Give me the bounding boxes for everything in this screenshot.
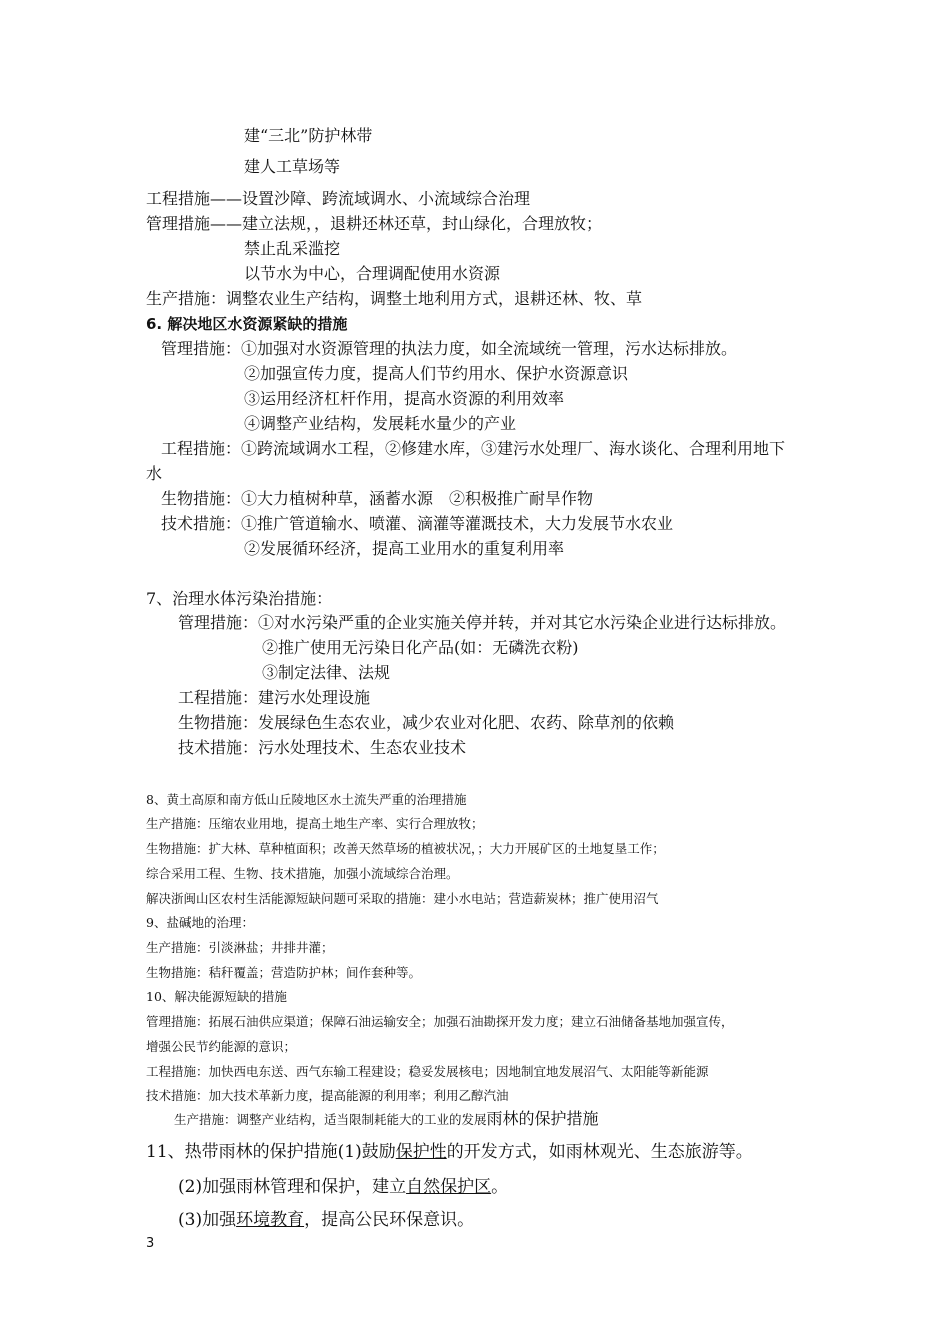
- s6-management-4: ④调整产业结构，发展耗水量少的产业: [244, 414, 517, 433]
- intro-line-5: 禁止乱采滥挖: [244, 239, 341, 258]
- page-number: 3: [146, 1236, 155, 1251]
- s6-biological-1: 生物措施：①大力植树种草，涵蓄水源 ②积极推广耐旱作物: [161, 489, 594, 508]
- s11-underline-reserve: 自然保护区: [406, 1177, 492, 1197]
- s8-line-4: 解决浙闽山区农村生活能源短缺问题可采取的措施：建小水电站；营造薪炭林；推广使用沼气: [146, 891, 659, 906]
- s10-production-text: 生产措施：调整产业结构，适当限制耗能大的工业的发展: [174, 1112, 487, 1127]
- s6-management-3: ③运用经济杠杆作用，提高水资源的利用效率: [244, 389, 565, 408]
- s9-line-1: 生产措施：引淡淋盐；井排井灌；: [146, 940, 334, 955]
- section-10-title: 10、解决能源短缺的措施: [146, 989, 287, 1004]
- s10-line-3: 工程措施：加快西电东送、西气东输工程建设；稳妥发展核电；因地制宜地发展沼气、太阳能等新能源: [146, 1064, 709, 1079]
- s11-line-3-a: (3)加强: [178, 1210, 237, 1230]
- s7-management-3: ③制定法律、法规: [262, 663, 391, 682]
- s6-management-2: ②加强宣传力度，提高人们节约用水、保护水资源意识: [244, 364, 629, 383]
- s6-technical-2: ②发展循环经济，提高工业用水的重复利用率: [244, 539, 565, 558]
- intro-line-7: 生产措施：调整农业生产结构，调整土地利用方式，退耕还林、牧、草: [146, 289, 643, 308]
- s8-line-2: 生物措施：扩大林、草种植面积；改善天然草场的植被状况，；大力开展矿区的土地复垦工作；: [146, 841, 665, 856]
- s7-engineering: 工程措施：建污水处理设施: [178, 688, 371, 707]
- s6-engineering-2: 水: [146, 464, 163, 483]
- section-8-title: 8、黄土高原和南方低山丘陵地区水土流失严重的治理措施: [146, 792, 467, 807]
- s6-technical-1: 技术措施：①推广管道输水、喷灌、滴灌等灌溉技术，大力发展节水农业: [161, 514, 674, 533]
- intro-line-3: 工程措施——设置沙障、跨流域调水、小流域综合治理: [146, 189, 531, 208]
- s11-line-3: [178, 1208, 474, 1232]
- section-6-title: 6. 解决地区水资源紧缺的措施: [146, 315, 348, 333]
- s11-line-1-a: 11、热带雨林的保护措施(1)鼓励: [146, 1142, 396, 1162]
- intro-line-1: 建“三北”防护林带: [244, 126, 373, 145]
- s10-line-5: [174, 1108, 599, 1130]
- s9-line-2: 生物措施：秸秆覆盖；营造防护林；间作套种等。: [146, 965, 422, 980]
- s7-biological: 生物措施：发展绿色生态农业，减少农业对化肥、农药、除草剂的依赖: [178, 713, 675, 732]
- s10-line-1: 管理措施：拓展石油供应渠道；保障石油运输安全；加强石油勘探开发力度；建立石油储备基地加强宣传，: [146, 1014, 734, 1029]
- intro-line-4: 管理措施——建立法规，，退耕还林还草，封山绿化，合理放牧；: [146, 214, 603, 233]
- s8-line-3: 综合采用工程、生物、技术措施，加强小流域综合治理。: [146, 866, 459, 881]
- s8-line-1: 生产措施：压缩农业用地，提高土地生产率、实行合理放牧；: [146, 816, 484, 831]
- s7-technical: 技术措施：污水处理技术、生态农业技术: [178, 738, 467, 757]
- intro-line-2: 建人工草场等: [244, 157, 341, 176]
- s10-rainforest-heading: 雨林的保护措施: [486, 1109, 599, 1128]
- section-9-title: 9、盐碱地的治理：: [146, 915, 254, 930]
- s6-management-1: 管理措施：①加强对水资源管理的执法力度，如全流域统一管理，污水达标排放。: [161, 339, 738, 358]
- s7-management-2: ②推广使用无污染日化产品(如：无磷洗衣粉): [262, 638, 579, 657]
- s6-engineering-1: 工程措施：①跨流域调水工程，②修建水库，③建污水处理厂、海水谈化、合理利用地下: [161, 439, 786, 458]
- s11-line-2-c: 。: [491, 1177, 509, 1197]
- section-7-title: 7、治理水体污染治措施：: [146, 589, 333, 608]
- s11-line-2-a: (2)加强雨林管理和保护，建立: [178, 1177, 407, 1197]
- s11-line-1: [146, 1140, 753, 1164]
- s11-underline-protective: 保护性: [395, 1142, 447, 1162]
- s11-underline-education: 环境教育: [236, 1210, 305, 1230]
- s10-line-2: 增强公民节约能源的意识；: [146, 1039, 297, 1054]
- s11-line-1-c: 的开发方式，如雨林观光、生态旅游等。: [446, 1142, 753, 1162]
- s11-line-3-c: ，提高公民环保意识。: [304, 1210, 475, 1230]
- s11-line-2: [178, 1175, 508, 1199]
- s7-management-1: 管理措施：①对水污染严重的企业实施关停并转，并对其它水污染企业进行达标排放。: [178, 613, 787, 632]
- intro-line-6: 以节水为中心，合理调配使用水资源: [244, 264, 501, 283]
- s10-line-4: 技术措施：加大技术革新力度，提高能源的利用率；利用乙醇汽油: [146, 1088, 509, 1103]
